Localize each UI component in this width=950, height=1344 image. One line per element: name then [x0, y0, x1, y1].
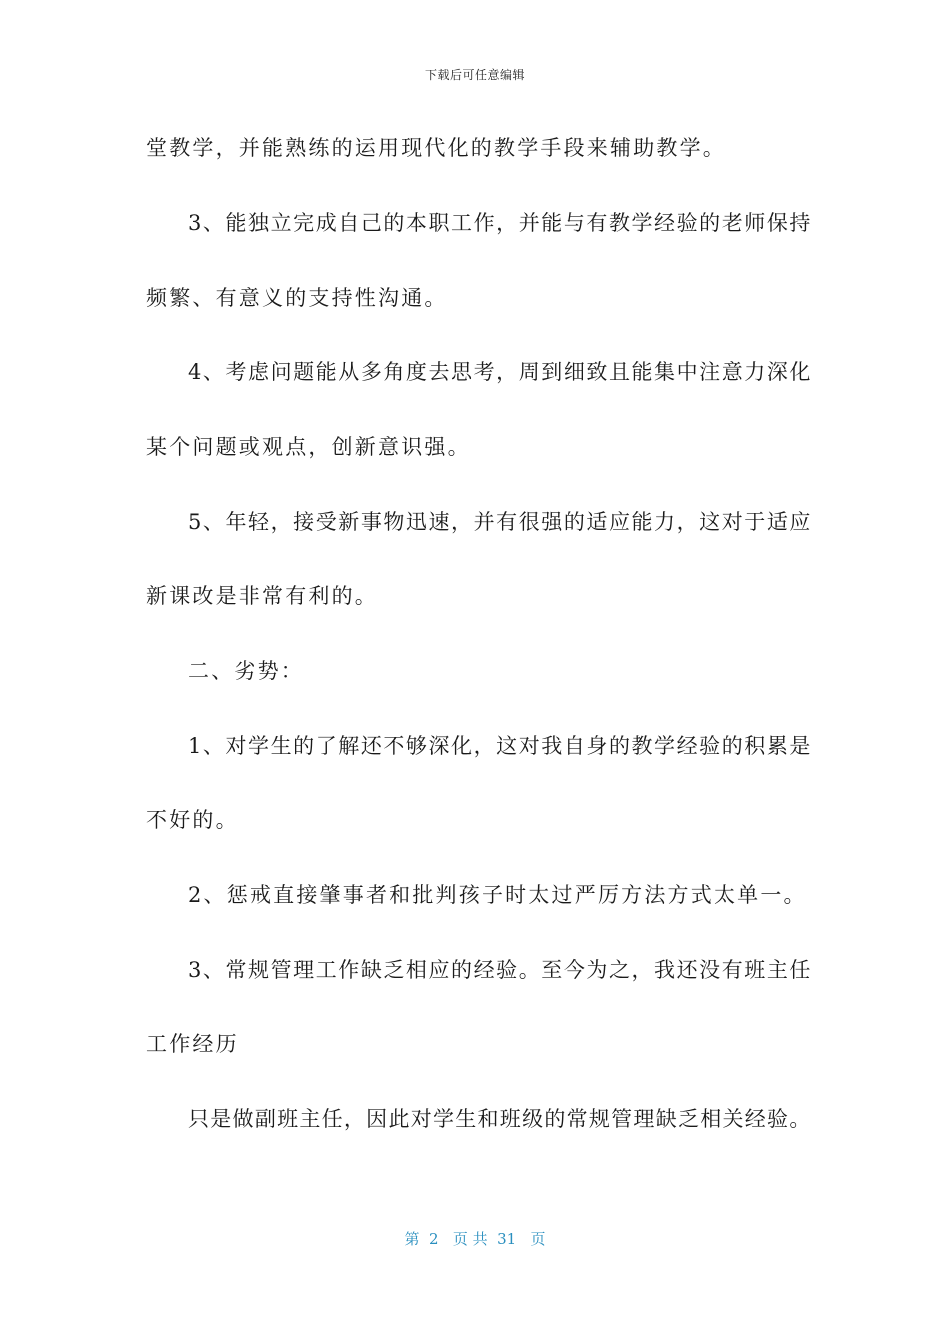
paragraph-line: 1、对学生的了解还不够深化，这对我自身的教学经验的积累是: [188, 734, 812, 758]
paragraph-line: 4、考虑问题能从多角度去思考，周到细致且能集中注意力深化: [188, 360, 812, 384]
paragraph-line: 5、年轻，接受新事物迅速，并有很强的适应能力，这对于适应: [188, 510, 812, 534]
paragraph-line: 只是做副班主任，因此对学生和班级的常规管理缺乏相关经验。: [188, 1107, 812, 1131]
page-footer: 第 2 页 共 31 页: [404, 1230, 546, 1248]
paragraph-line: 堂教学，并能熟练的运用现代化的教学手段来辅助教学。: [146, 136, 726, 160]
paragraph-line: 某个问题或观点，创新意识强。: [146, 435, 471, 459]
paragraph-line: 工作经历: [146, 1032, 239, 1056]
paragraph-line: 3、常规管理工作缺乏相应的经验。至今为之，我还没有班主任: [188, 958, 812, 982]
page-header: 下载后可任意编辑: [424, 68, 525, 82]
paragraph-line: 频繁、有意义的支持性沟通。: [146, 286, 448, 310]
paragraph-line: 新课改是非常有利的。: [146, 584, 378, 608]
paragraph-line: 不好的。: [146, 808, 239, 832]
paragraph-line: 3、能独立完成自己的本职工作，并能与有教学经验的老师保持: [188, 211, 812, 235]
section-heading: 二、劣势：: [188, 659, 304, 683]
paragraph-line: 2、惩戒直接肇事者和批判孩子时太过严厉方法方式太单一。: [188, 883, 807, 907]
